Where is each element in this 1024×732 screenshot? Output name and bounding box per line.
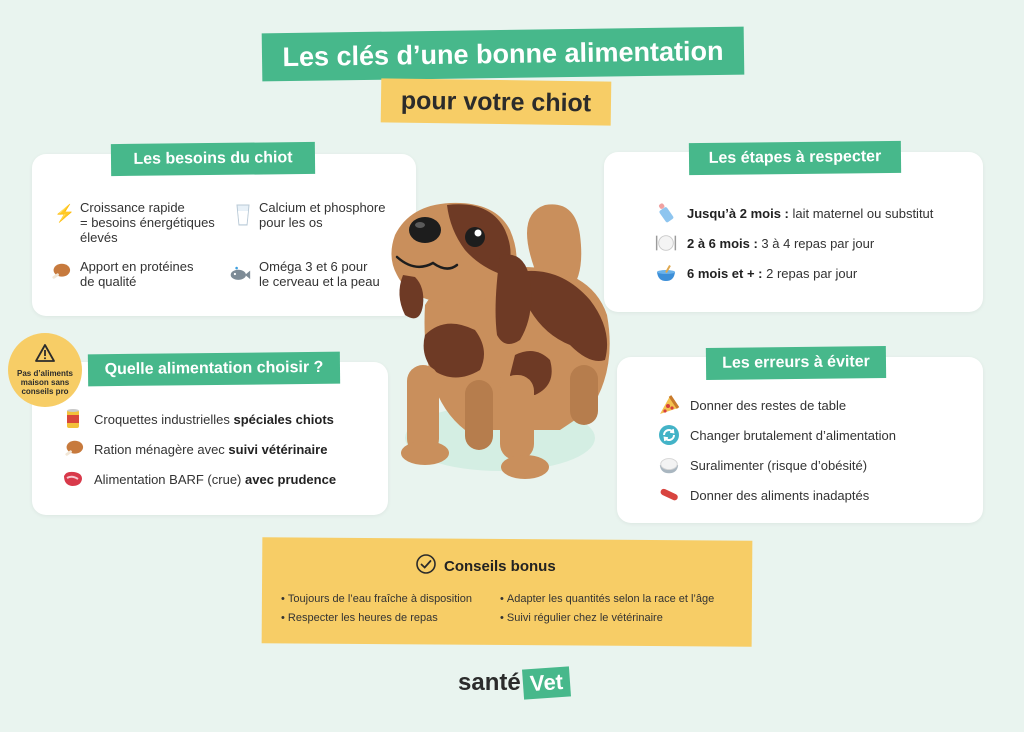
bonus-heading: Conseils bonus bbox=[444, 558, 556, 575]
choix-row bbox=[62, 468, 336, 490]
logo-text: santé bbox=[458, 669, 521, 696]
erreur-text: Changer brutalement d’alimentation bbox=[690, 427, 896, 443]
erreur-row bbox=[658, 484, 896, 506]
erreur-text: Donner des restes de table bbox=[690, 397, 847, 413]
bonus-item: • Adapter les quantités selon la race et l’âge bbox=[500, 593, 715, 605]
erreurs-heading: Les erreurs à éviter bbox=[706, 346, 886, 380]
choix-label: Croquettes industrielles bbox=[94, 411, 234, 427]
besoin-line: Apport en protéines bbox=[80, 259, 194, 274]
santevet-logo[interactable] bbox=[458, 668, 570, 698]
fish-icon bbox=[229, 263, 251, 285]
choix-text bbox=[94, 412, 334, 427]
etapes-heading: Les étapes à respecter bbox=[689, 141, 901, 175]
warning-badge bbox=[8, 333, 82, 407]
erreur-row bbox=[658, 394, 896, 416]
etape-age: Jusqu’à 2 mois : bbox=[687, 205, 789, 221]
bonus-item: • Toujours de l’eau fraîche à disposition bbox=[281, 593, 472, 605]
erreur-text: Suralimenter (risque d’obésité) bbox=[690, 457, 868, 473]
bonus-item-text: Adapter les quantités selon la race et l’âge bbox=[506, 593, 715, 605]
besoin-line: pour les os bbox=[259, 215, 323, 230]
erreur-text: Donner des aliments inadaptés bbox=[690, 487, 870, 503]
besoin-item bbox=[259, 259, 380, 289]
bonus-item: • Respecter les heures de repas bbox=[281, 612, 438, 624]
badge-line: maison sans bbox=[20, 378, 70, 387]
baby-bottle-icon bbox=[655, 202, 677, 224]
refresh-icon bbox=[658, 424, 680, 446]
etape-text bbox=[687, 266, 857, 281]
etape-row bbox=[655, 202, 933, 224]
bonus-item: • Suivi régulier chez le vétérinaire bbox=[500, 612, 663, 624]
besoin-item bbox=[259, 200, 385, 230]
puppy-illustration bbox=[385, 195, 625, 485]
choix-text bbox=[94, 472, 336, 487]
choix-row bbox=[62, 438, 336, 460]
bonus-item-text: Respecter les heures de repas bbox=[287, 612, 438, 624]
erreurs-list bbox=[658, 394, 896, 506]
check-circle-icon bbox=[416, 554, 436, 579]
bowl-icon bbox=[655, 262, 677, 284]
full-bowl-icon bbox=[658, 454, 680, 476]
choix-row bbox=[62, 408, 336, 430]
plate-icon bbox=[655, 232, 677, 254]
besoin-line: Oméga 3 et 6 pour bbox=[259, 259, 368, 274]
etape-row bbox=[655, 232, 933, 254]
besoin-line: de qualité bbox=[80, 274, 137, 289]
pizza-icon bbox=[658, 394, 680, 416]
logo-badge: Vet bbox=[522, 666, 571, 699]
etape-text bbox=[687, 206, 933, 221]
etape-age: 2 à 6 mois : bbox=[687, 235, 758, 251]
choix-label: Alimentation BARF (crue) bbox=[94, 471, 245, 487]
choisir-heading: Quelle alimentation choisir ? bbox=[88, 352, 340, 387]
besoin-line: Calcium et phosphore bbox=[259, 200, 386, 215]
sausage-icon bbox=[658, 484, 680, 506]
erreur-row bbox=[658, 454, 896, 476]
choix-emphasis: suivi vétérinaire bbox=[228, 441, 328, 457]
etape-detail: 3 à 4 repas par jour bbox=[757, 235, 875, 251]
bonus-header bbox=[416, 554, 556, 579]
etape-detail: lait maternel ou substitut bbox=[788, 205, 934, 221]
choisir-list bbox=[62, 408, 336, 490]
page-subtitle: pour votre chiot bbox=[381, 78, 612, 125]
bonus-item-text: Toujours de l’eau fraîche à disposition bbox=[287, 593, 472, 605]
badge-line: conseils pro bbox=[21, 387, 69, 396]
can-icon bbox=[62, 408, 84, 430]
warning-icon bbox=[35, 344, 55, 367]
choix-label: Ration ménagère avec bbox=[94, 441, 229, 457]
page-title: Les clés d’une bonne alimentation bbox=[262, 27, 745, 82]
milk-glass-icon bbox=[232, 204, 254, 226]
besoins-heading: Les besoins du chiot bbox=[111, 142, 315, 176]
besoin-line: = besoins énergétiques bbox=[80, 215, 215, 230]
choix-text bbox=[94, 442, 327, 457]
badge-line: Pas d’aliments bbox=[16, 369, 74, 378]
besoin-line: élevés bbox=[80, 230, 118, 245]
etape-detail: 2 repas par jour bbox=[762, 265, 858, 281]
lightning-icon: ⚡ bbox=[54, 204, 76, 223]
etape-row bbox=[655, 262, 933, 284]
etape-text bbox=[687, 236, 874, 251]
choix-emphasis: spéciales chiots bbox=[233, 411, 334, 427]
besoin-line: le cerveau et la peau bbox=[259, 274, 380, 289]
etapes-list bbox=[655, 202, 933, 284]
drumstick-icon bbox=[49, 261, 71, 283]
drumstick-icon bbox=[62, 438, 84, 460]
besoin-line: Croissance rapide bbox=[80, 200, 185, 215]
besoin-item bbox=[80, 200, 215, 245]
etape-age: 6 mois et + : bbox=[687, 265, 763, 281]
erreur-row bbox=[658, 424, 896, 446]
choix-emphasis: avec prudence bbox=[245, 471, 337, 487]
bonus-item-text: Suivi régulier chez le vétérinaire bbox=[506, 612, 663, 624]
besoin-item bbox=[80, 259, 193, 289]
raw-meat-icon bbox=[62, 468, 84, 490]
